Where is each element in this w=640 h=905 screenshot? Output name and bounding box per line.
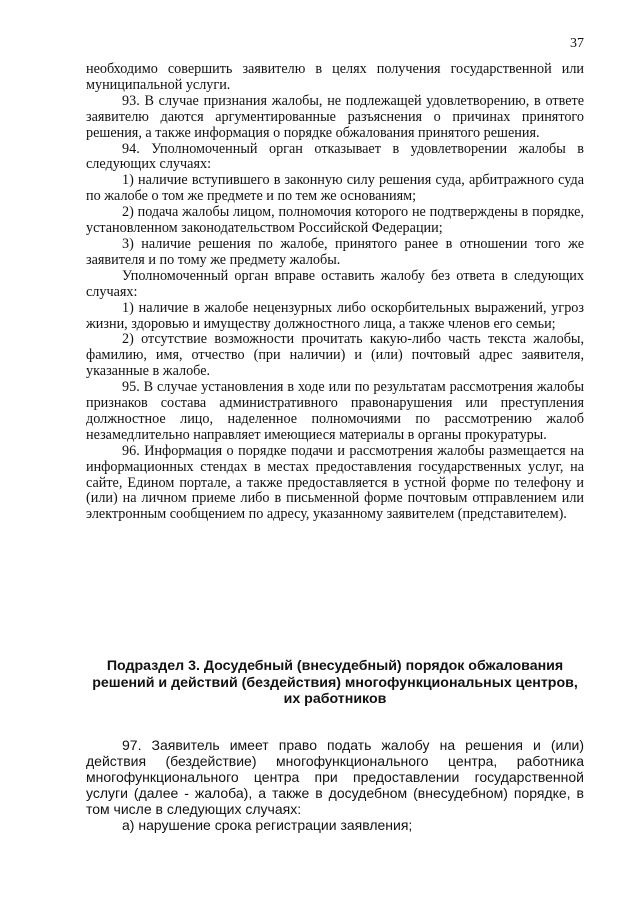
paragraph: 1) наличие в жалобе нецензурных либо оскорбительных выражений, угроз жизни, здоровью и имуществу должностного лица, а также членов его семьи;: [86, 299, 584, 332]
subsection-heading: Подраздел 3. Досудебный (внесудебный) порядок обжалования решений и действий (бездействия) многофункциональных центров, их работников: [92, 658, 578, 707]
subsection-text-block: [86, 738, 584, 833]
paragraph: 2) отсутствие возможности прочитать какую-либо часть текста жалобы, фамилию, имя, отчество (при наличии) и (или) почтовый адрес заявителя, указанные в жалобе.: [86, 331, 584, 380]
paragraph: Уполномоченный орган вправе оставить жалобу без ответа в следующих случаях:: [86, 267, 584, 300]
paragraph: 97. Заявитель имеет право подать жалобу на решения и (или) действия (бездействие) многофункционального центра, работника многофункционального центра при предоставлении государственной услуги (далее - жалоба), а также в досудебном (внесудебном) порядке, в том числе в следующих случаях:: [86, 737, 584, 817]
paragraph: необходимо совершить заявителю в целях получения государственной или муниципальной услуги.: [86, 61, 584, 93]
paragraph: 94. Уполномоченный орган отказывает в удовлетворении жалобы в следующих случаях:: [86, 140, 584, 173]
page-number: 37: [570, 36, 584, 51]
paragraph: 96. Информация о порядке подачи и рассмотрения жалобы размещается на информационных стендах в местах предоставления государственных услуг, на сайте, Едином портале, а также предоставляется в устной форме по телефону и (или) на личном приеме либо в письменной форме почтовым отправлением или электронным сообщением по адресу, указанному заявителем (представителем).: [86, 442, 584, 523]
paragraph: а) нарушение срока регистрации заявления;: [122, 816, 413, 833]
main-text-block: [86, 62, 584, 523]
paragraph: 1) наличие вступившего в законную силу решения суда, арбитражного суда по жалобе о том же предмете и по тем же основаниям;: [86, 172, 584, 205]
paragraph: 95. В случае установления в ходе или по результатам рассмотрения жалобы признаков состава административного правонарушения или преступления должностное лицо, наделенное полномочиями по рассмотрению жалоб незамедлительно направляет имеющиеся материалы в органы прокуратуры.: [86, 379, 584, 443]
paragraph: 93. В случае признания жалобы, не подлежащей удовлетворению, в ответе заявителю даются аргументированные разъяснения о причинах принятого решения, а также информация о порядке обжалования принятого решения.: [86, 92, 584, 141]
paragraph: 3) наличие решения по жалобе, принятого ранее в отношении того же заявителя и по тому же предмету жалобы.: [86, 235, 584, 268]
paragraph: 2) подача жалобы лицом, полномочия которого не подтверждены в порядке, установленном законодательством Российской Федерации;: [86, 204, 584, 237]
